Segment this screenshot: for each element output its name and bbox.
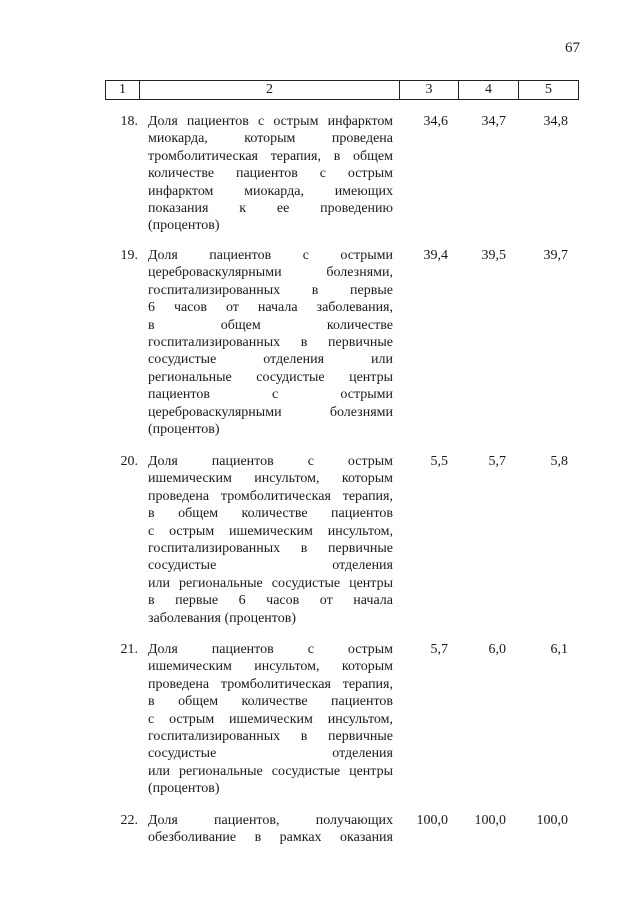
row-number: 21. xyxy=(120,642,138,657)
description-line: в общем количестве пациентов xyxy=(148,694,393,710)
description-line: с острым ишемическим инсультом, xyxy=(148,523,393,539)
description-line: Доля пациентов с острым xyxy=(148,454,393,469)
description-line: (процентов) xyxy=(148,422,220,438)
description-line: цереброваскулярными болезнями, xyxy=(148,265,393,281)
column-header-1: 1 xyxy=(119,82,126,97)
description-line: цереброваскулярными болезнями xyxy=(148,404,393,420)
value-col4: 34,7 xyxy=(481,114,506,129)
value-col3: 5,5 xyxy=(430,454,448,469)
page-number: 67 xyxy=(565,40,580,56)
description-line: сосудистые отделения xyxy=(148,746,393,762)
description-line: Доля пациентов с острым инфарктом xyxy=(148,114,393,129)
description-line: 6 часов от начала заболевания, xyxy=(148,300,393,316)
value-col4: 5,7 xyxy=(488,454,506,469)
description-line: госпитализированных в первые xyxy=(148,282,393,298)
description-line: в общем количестве xyxy=(148,317,393,333)
column-header-5: 5 xyxy=(519,81,579,100)
value-col5: 6,1 xyxy=(550,642,568,657)
row-number: 18. xyxy=(120,114,138,129)
value-col4: 39,5 xyxy=(481,248,506,263)
description-line: Доля пациентов с острыми xyxy=(148,248,393,263)
description-line: или региональные сосудистые центры xyxy=(148,575,393,591)
value-col5: 34,8 xyxy=(543,114,568,129)
row-number: 19. xyxy=(120,248,138,263)
column-header-2: 2 xyxy=(140,81,400,100)
description-line: с острым ишемическим инсультом, xyxy=(148,711,393,727)
value-col5: 39,7 xyxy=(543,248,568,263)
description-line: тромболитическая терапия, в общем xyxy=(148,148,393,164)
row-description xyxy=(148,812,393,847)
value-col3: 39,4 xyxy=(423,248,448,263)
row-description xyxy=(148,453,393,627)
description-line: показания к ее проведению xyxy=(148,201,393,217)
description-line: сосудистые отделения или xyxy=(148,352,393,368)
description-line: госпитализированных в первичные xyxy=(148,729,393,745)
description-line: ишемическим инсультом, которым xyxy=(148,659,393,675)
value-col4: 100,0 xyxy=(474,813,506,828)
value-col3: 34,6 xyxy=(423,114,448,129)
description-line: (процентов) xyxy=(148,218,220,234)
description-line: Доля пациентов, получающих xyxy=(148,813,393,828)
column-header-4: 4 xyxy=(459,81,519,100)
description-line: сосудистые отделения xyxy=(148,558,393,574)
value-col3: 100,0 xyxy=(416,813,448,828)
description-line: региональные сосудистые центры xyxy=(148,369,393,385)
row-number: 22. xyxy=(120,813,138,828)
description-line: пациентов с острыми xyxy=(148,387,393,403)
description-line: заболевания (процентов) xyxy=(148,610,297,626)
description-line: проведена тромболитическая терапия, xyxy=(148,676,393,692)
description-line: инфарктом миокарда, имеющих xyxy=(148,183,393,199)
description-line: количестве пациентов с острым xyxy=(148,166,393,182)
description-line: в первые 6 часов от начала xyxy=(148,593,393,609)
description-line: ишемическим инсультом, которым xyxy=(148,471,393,487)
value-col4: 6,0 xyxy=(488,642,506,657)
value-col5: 5,8 xyxy=(550,454,568,469)
row-number: 20. xyxy=(120,454,138,469)
value-col3: 5,7 xyxy=(430,642,448,657)
description-line: миокарда, которым проведена xyxy=(148,131,393,147)
row-description xyxy=(148,113,393,235)
description-line: госпитализированных в первичные xyxy=(148,541,393,557)
description-line: госпитализированных в первичные xyxy=(148,335,393,351)
description-line: проведена тромболитическая терапия, xyxy=(148,488,393,504)
description-line: в общем количестве пациентов xyxy=(148,506,393,522)
row-description xyxy=(148,641,393,798)
description-line: Доля пациентов с острым xyxy=(148,642,393,657)
description-line: или региональные сосудистые центры xyxy=(148,763,393,779)
value-col5: 100,0 xyxy=(536,813,568,828)
row-description xyxy=(148,247,393,438)
description-line: обезболивание в рамках оказания xyxy=(148,830,393,846)
description-line: (процентов) xyxy=(148,781,220,797)
column-header-3: 3 xyxy=(400,81,459,100)
